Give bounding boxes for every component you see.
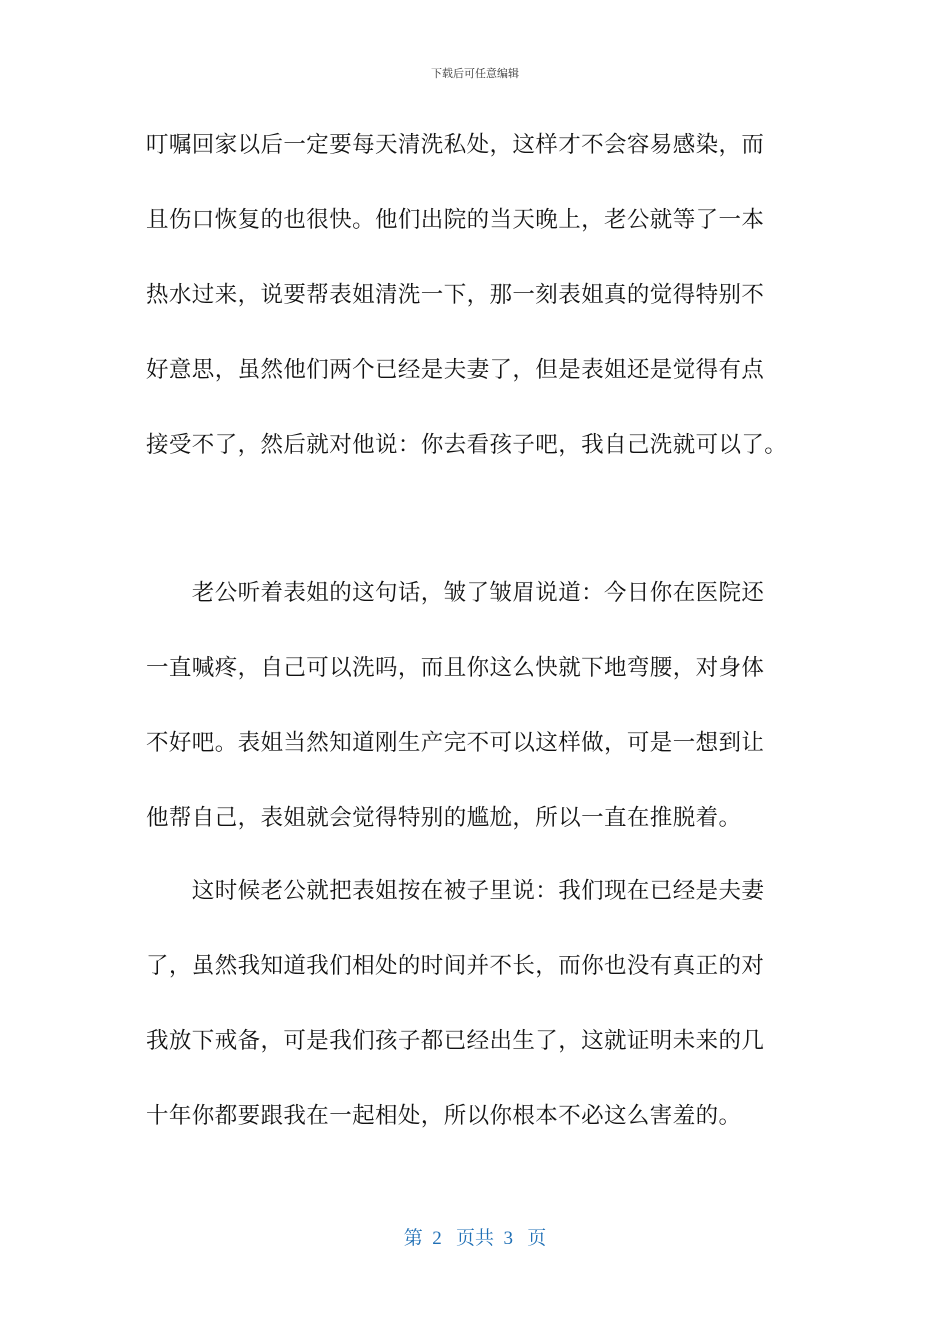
body-line-10: 这时候老公就把表姐按在被子里说：我们现在已经是夫妻 [146, 878, 765, 904]
body-line-2: 且伤口恢复的也很快。他们出院的当天晚上，老公就等了一本 [146, 207, 765, 233]
body-line-5: 接受不了，然后就对他说：你去看孩子吧，我自己洗就可以了。 [146, 432, 788, 458]
body-line-7: 一直喊疼，自己可以洗吗，而且你这么快就下地弯腰，对身体 [146, 655, 765, 681]
body-line-13: 十年你都要跟我在一起相处，所以你根本不必这么害羞的。 [146, 1103, 742, 1129]
page-header: 下载后可任意编辑 [431, 67, 519, 80]
body-line-3: 热水过来，说要帮表姐清洗一下，那一刻表姐真的觉得特别不 [146, 282, 765, 308]
body-line-12: 我放下戒备，可是我们孩子都已经出生了，这就证明未来的几 [146, 1028, 765, 1054]
body-line-8: 不好吧。表姐当然知道刚生产完不可以这样做，可是一想到让 [146, 730, 765, 756]
body-line-9: 他帮自己，表姐就会觉得特别的尴尬，所以一直在推脱着。 [146, 805, 742, 831]
body-line-1: 叮嘱回家以后一定要每天清洗私处，这样才不会容易感染，而 [146, 132, 765, 158]
body-line-6: 老公听着表姐的这句话，皱了皱眉说道：今日你在医院还 [146, 580, 765, 606]
body-line-4: 好意思，虽然他们两个已经是夫妻了，但是表姐还是觉得有点 [146, 357, 765, 383]
page-number-footer: 第 2 页共 3 页 [403, 1228, 547, 1249]
body-line-11: 了，虽然我知道我们相处的时间并不长，而你也没有真正的对 [146, 953, 765, 979]
